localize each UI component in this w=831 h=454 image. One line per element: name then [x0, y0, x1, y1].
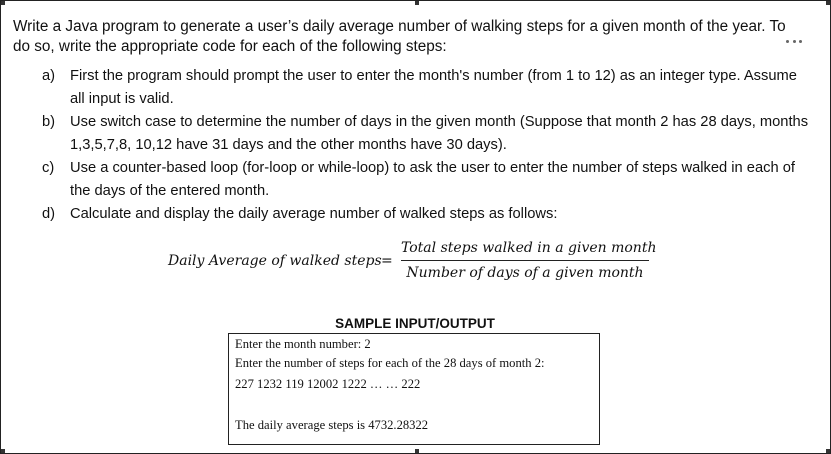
sample-line: Enter the month number: 2 [235, 337, 371, 351]
formula-lhs: Daily Average of walked steps [168, 253, 382, 269]
formula-equals: = [381, 253, 393, 269]
formula-denominator: Number of days of a given month [406, 265, 644, 281]
edge-mark-top-center [415, 1, 419, 5]
fraction-bar [401, 260, 649, 261]
formula-numerator: Total steps walked in a given month [401, 240, 657, 256]
corner-mark-bottom-left [1, 449, 5, 453]
sample-io-box [228, 333, 600, 445]
step-text: Use switch case to determine the number of days in the given month (Suppose that month 2 has 28 days, months 1,3,5,7,8, 10,12 have 31 days and the other months have 30 days). [70, 114, 809, 153]
sample-line: Enter the number of steps for each of the 28 days of month 2: [235, 356, 545, 370]
sample-line: The daily average steps is 4732.28322 [235, 418, 429, 432]
step-text: Calculate and display the daily average number of walked steps as follows: [70, 206, 558, 222]
sample-line: 227 1232 119 12002 1222 … … 222 [235, 377, 421, 391]
step-text: Use a counter-based loop (for-loop or while-loop) to ask the user to enter the number of steps walked in each of the days of the entered month. [70, 160, 795, 199]
step-letter: a) [42, 68, 56, 84]
step-letter: b) [42, 114, 56, 130]
step-text: First the program should prompt the user to enter the month's number (from 1 to 12) as an integer type. Assume all input is valid. [70, 68, 797, 107]
sample-title: SAMPLE INPUT/OUTPUT [335, 316, 495, 331]
corner-mark-top-right [826, 1, 830, 5]
edge-mark-bottom-center [415, 449, 419, 453]
average-formula [168, 240, 668, 284]
intro-paragraph [13, 17, 803, 57]
intro-line-1: Write a Java program to generate a user’s daily average number of walking steps for a given month of the year. To [13, 18, 786, 35]
step-letter: c) [42, 160, 55, 176]
intro-line-2: do so, write the appropriate code for each of the following steps: [13, 38, 447, 55]
step-letter: d) [42, 206, 56, 222]
corner-mark-top-left [1, 1, 5, 5]
corner-mark-bottom-right [826, 449, 830, 453]
